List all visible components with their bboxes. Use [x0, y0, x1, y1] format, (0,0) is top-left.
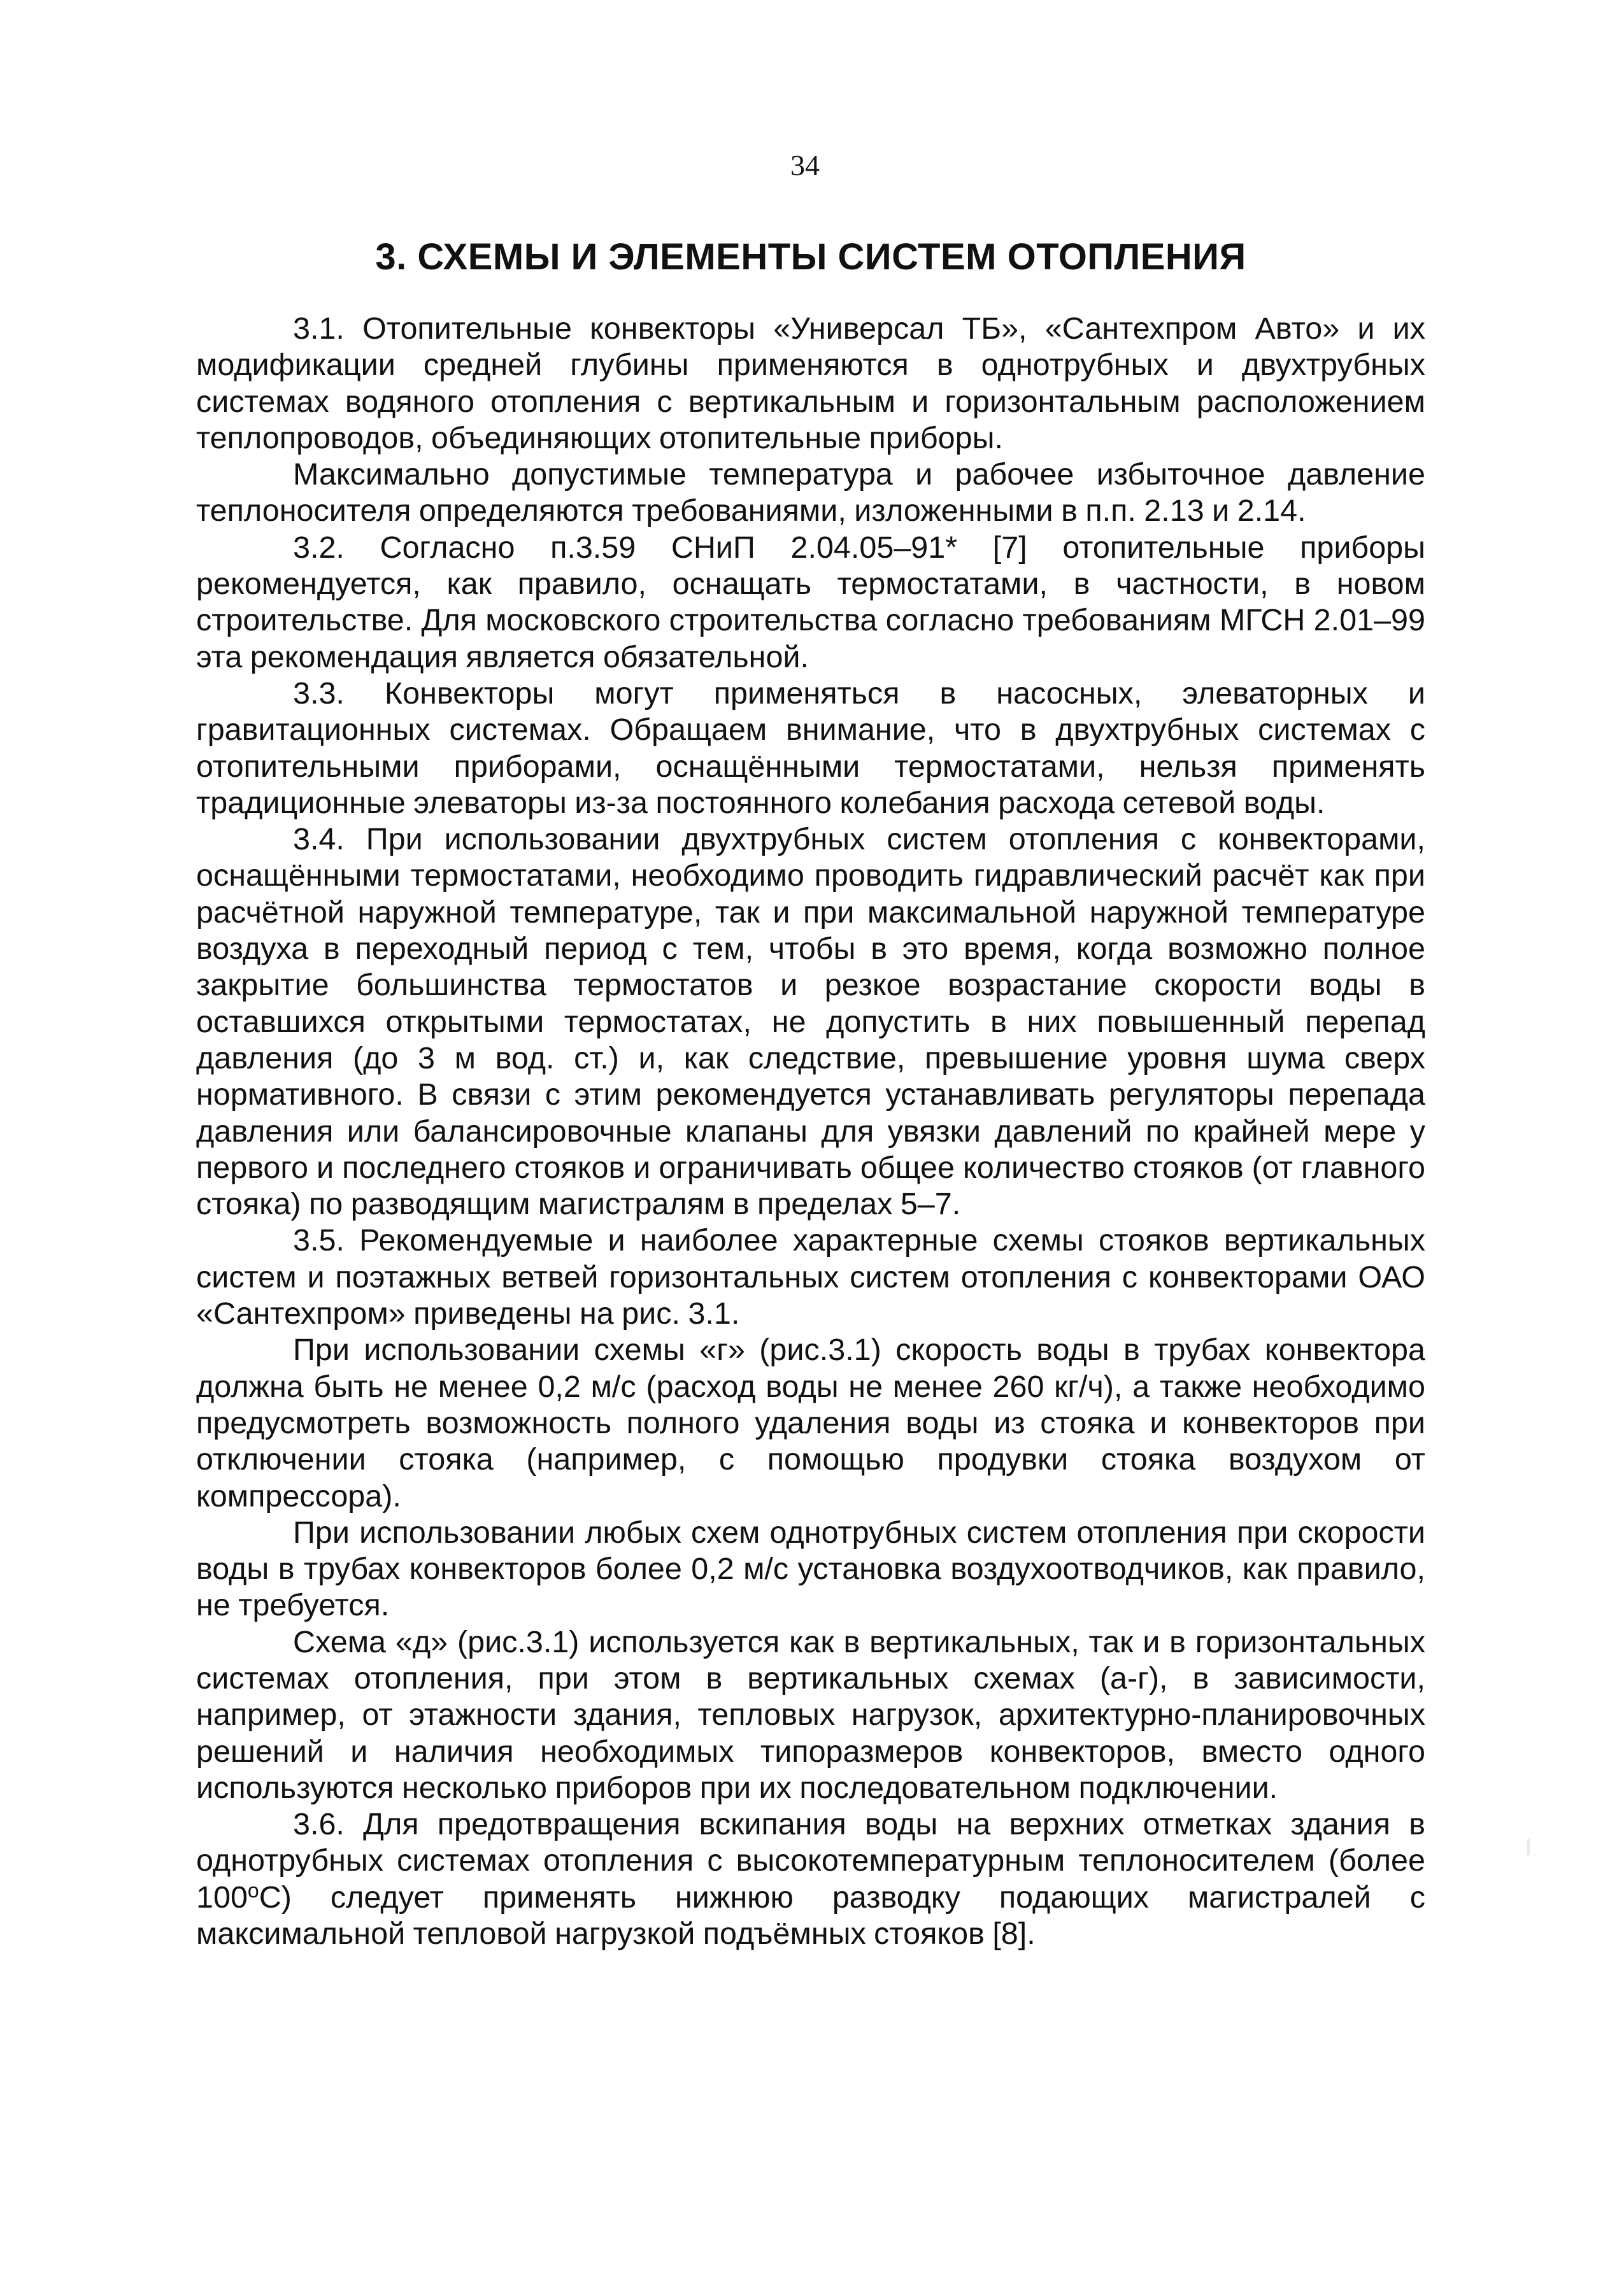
paragraph-scheme-g: При использовании схемы «г» (рис.3.1) скорость воды в трубах конвектора должна быть не менее 0,2 м/с (расход воды не менее 260 кг/ч), а также необходимо предусмотреть возможность полного удаления воды из стояка и конвекторов при отключении стояка (например, с помощью продувки стояка воздухом от компрессора). [196, 1333, 1425, 1513]
paragraph-3-5: 3.5. Рекомендуемые и наиболее характерные схемы стояков вертикальных систем и поэтажных ветвей горизонтальных систем отопления с конвекторами ОАО «Сантехпром» приведены на рис. 3.1. [196, 1223, 1425, 1331]
paragraph-3-4: 3.4. При использовании двухтрубных систем отопления с конвекторами, оснащёнными термостатами, необходимо проводить гидравлический расчёт как при расчётной наружной температуре, так и при максимальной наружной температуре воздуха в переходный период с тем, чтобы в это время, когда возможно полное закрытие большинства термостатов и резкое возрастание скорости воды в оставшихся открытыми термостатах, не допустить в них повышенный перепад давления (до 3 м вод. ст.) и, как следствие, превышение уровня шума сверх нормативного. В связи с этим рекомендуется устанавливать регуляторы перепада давления или балансировочные клапаны для увязки давлений по крайней мере у первого и последнего стояков и ограничивать общее количество стояков (от главного стояка) по разводящим магистралям в пределах 5–7. [196, 822, 1425, 1222]
page-number: 34 [790, 149, 820, 181]
paragraph-3-6 [196, 1806, 1425, 1952]
paragraph-3-6-end: С) следует применять нижнюю разводку подающих магистралей с максимальной тепловой нагрузкой подъёмных стояков [8]. [196, 1880, 1425, 1952]
paragraph-scheme-d: Схема «д» (рис.3.1) используется как в вертикальных, так и в горизонтальных системах отопления, при этом в вертикальных схемах (а-г), в зависимости, например, от этажности здания, тепловых нагрузок, архитектурно-планировочных решений и наличия необходимых типоразмеров конвекторов, вместо одного используются несколько приборов при их последовательном подключении. [196, 1624, 1425, 1805]
paragraph-3-6-start: 3.6. Для предотвращения вскипания воды на верхних отметках здания в однотрубных системах отопления с высокотемпературным теплоносителем (более 100 [196, 1807, 1425, 1915]
degree-superscript: o [247, 1878, 259, 1902]
scan-artifact [1527, 1839, 1530, 1855]
paragraph-max-pressure: Максимально допустимые температура и рабочее избыточное давление теплоносителя определяются требованиями, изложенными в п.п. 2.13 и 2.14. [196, 457, 1425, 528]
paragraph-3-3: 3.3. Конвекторы могут применяться в насосных, элеваторных и гравитационных системах. Обращаем внимание, что в двухтрубных системах с отопительными приборами, оснащёнными термостатами, нельзя применять традиционные элеваторы из-за постоянного колебания расхода сетевой воды. [196, 676, 1425, 820]
paragraph-one-pipe: При использовании любых схем однотрубных систем отопления при скорости воды в трубах конвекторов более 0,2 м/с установка воздухоотводчиков, как правило, не требуется. [196, 1515, 1425, 1623]
section-heading: 3. СХЕМЫ И ЭЛЕМЕНТЫ СИСТЕМ ОТОПЛЕНИЯ [375, 236, 1246, 278]
paragraph-3-2: 3.2. Согласно п.3.59 СНиП 2.04.05–91* [7] отопительные приборы рекомендуется, как правило, оснащать термостатами, в частности, в новом строительстве. Для московского строительства согласно требованиям МГСН 2.01–99 эта рекомендация является обязательной. [196, 530, 1425, 674]
paragraph-3-1: 3.1. Отопительные конвекторы «Универсал ТБ», «Сантехпром Авто» и их модификации средней глубины применяются в однотрубных и двухтрубных системах водяного отопления с вертикальным и горизонтальным расположением теплопроводов, объединяющих отопительные приборы. [196, 311, 1425, 455]
body-text [196, 311, 1425, 1952]
